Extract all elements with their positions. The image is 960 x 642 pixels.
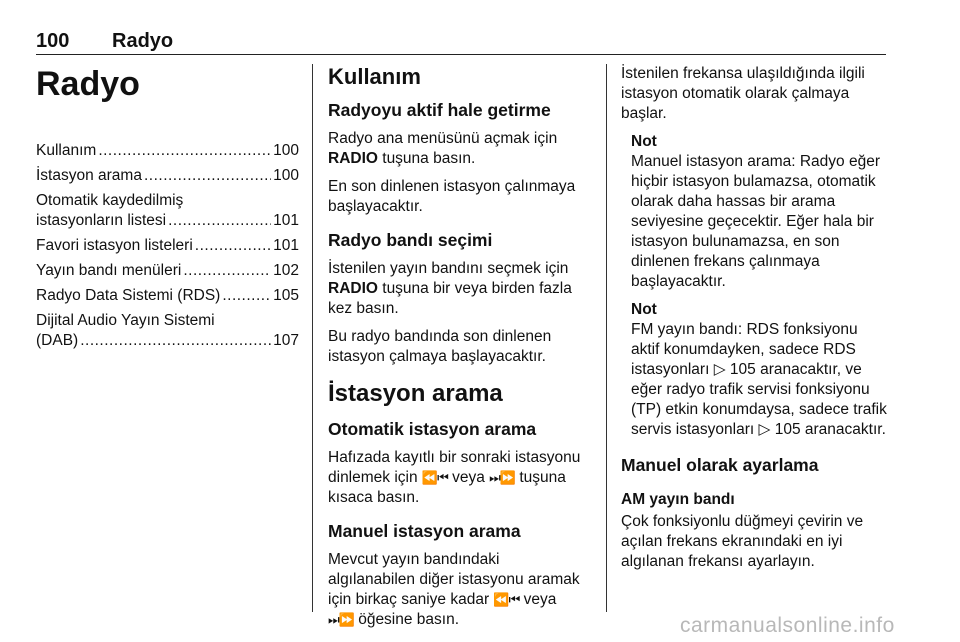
- column-divider: [606, 64, 607, 612]
- page-number: 100: [36, 30, 70, 52]
- section-heading-istasyon-arama: İstasyon arama: [328, 380, 503, 407]
- paragraph: Çok fonksiyonlu düğmeyi çevirin ve açılan frekans ekranındaki en iyi algılanan frekansı ayarlayın.: [621, 513, 864, 570]
- chapter-title: Radyo: [36, 65, 140, 103]
- paragraph: Bu radyo bandında son dinlenen istasyon çalmaya başlayacaktır.: [328, 328, 552, 365]
- paragraph: Hafızada kayıtlı bir sonraki istasyonu dinlemek için ⏪⏮ veya ⏭⏩ tuşuna kısaca basın.: [328, 449, 581, 506]
- note-box: Not Manuel istasyon arama: Radyo eğer hiçbir istasyon bulamazsa, otomatik olarak daha hassas bir arama seviyesine geçecektir. Eğer hala bir istasyon bulunamazsa, en son dinlenen frekans çalınmaya başlayacaktır.: [631, 132, 887, 292]
- subheading-am: AM yayın bandı: [621, 491, 735, 508]
- note-label: Not: [631, 301, 657, 318]
- column-divider: [312, 64, 313, 612]
- page-ref-icon[interactable]: ▷: [758, 421, 771, 438]
- content-column-3: [621, 64, 887, 580]
- page-ref-icon[interactable]: ▷: [713, 361, 726, 378]
- watermark: carmanualsonline.info: [680, 614, 895, 637]
- seek-back-icon: ⏪⏮: [421, 470, 448, 485]
- subheading-otomatik: Otomatik istasyon arama: [328, 419, 537, 439]
- content-column-2: [328, 64, 590, 638]
- toc-item-dab[interactable]: Dijital Audio Yayın Sistemi (DAB) ..... 107: [36, 311, 299, 351]
- toc-column: [36, 64, 299, 356]
- toc-item-otomatik-kaydedilmis[interactable]: Otomatik kaydedilmiş istasyonların listesi ..... 101: [36, 191, 299, 231]
- paragraph: En son dinlenen istasyon çalınmaya başlayacaktır.: [328, 178, 576, 215]
- seek-forward-icon: ⏭⏩: [328, 612, 354, 627]
- subheading-manuel-ayarlama: Manuel olarak ayarlama: [621, 455, 819, 475]
- radio-key-label: RADIO: [328, 280, 378, 297]
- header-title: Radyo: [112, 30, 174, 52]
- paragraph: İstenilen frekansa ulaşıldığında ilgili istasyon otomatik olarak çalmaya başlar.: [621, 65, 865, 122]
- toc-item-rds[interactable]: Radyo Data Sistemi (RDS) ..... 105: [36, 286, 299, 306]
- page-header: [36, 28, 886, 55]
- subheading-aktif: Radyoyu aktif hale getirme: [328, 100, 551, 120]
- seek-forward-icon: ⏭⏩: [489, 470, 516, 485]
- subheading-band: Radyo bandı seçimi: [328, 230, 493, 250]
- note-box: Not FM yayın bandı: RDS fonksiyonu aktif konumdayken, sadece RDS istasyonları ▷ 105 aranacaktır, ve eğer radyo trafik servisi fonksiyonu (TP) etkin konumdaysa, sadece trafik servis istasyonları ▷ 105 aranacaktır.: [631, 301, 887, 438]
- paragraph: Mevcut yayın bandındaki algılanabilen diğer istasyonu aramak için birkaç saniye kadar ⏪⏮ veya ⏭⏩ öğesine basın.: [328, 551, 580, 628]
- toc-item-kullanim[interactable]: Kullanım ..... 100: [36, 141, 299, 161]
- paragraph: İstenilen yayın bandını seçmek için RADIO tuşuna bir veya birden fazla kez basın.: [328, 260, 572, 317]
- subheading-manuel-arama: Manuel istasyon arama: [328, 521, 521, 541]
- radio-key-label: RADIO: [328, 150, 378, 167]
- seek-back-icon: ⏪⏮: [493, 592, 520, 607]
- toc-item-yayin-bandi[interactable]: Yayın bandı menüleri ..... 102: [36, 261, 299, 281]
- toc-item-istasyon-arama[interactable]: İstasyon arama ..... 100: [36, 166, 299, 186]
- note-label: Not: [631, 133, 657, 150]
- paragraph: Radyo ana menüsünü açmak için RADIO tuşuna basın.: [328, 130, 558, 167]
- toc-item-favori[interactable]: Favori istasyon listeleri ..... 101: [36, 236, 299, 256]
- section-heading-kullanim: Kullanım: [328, 64, 421, 89]
